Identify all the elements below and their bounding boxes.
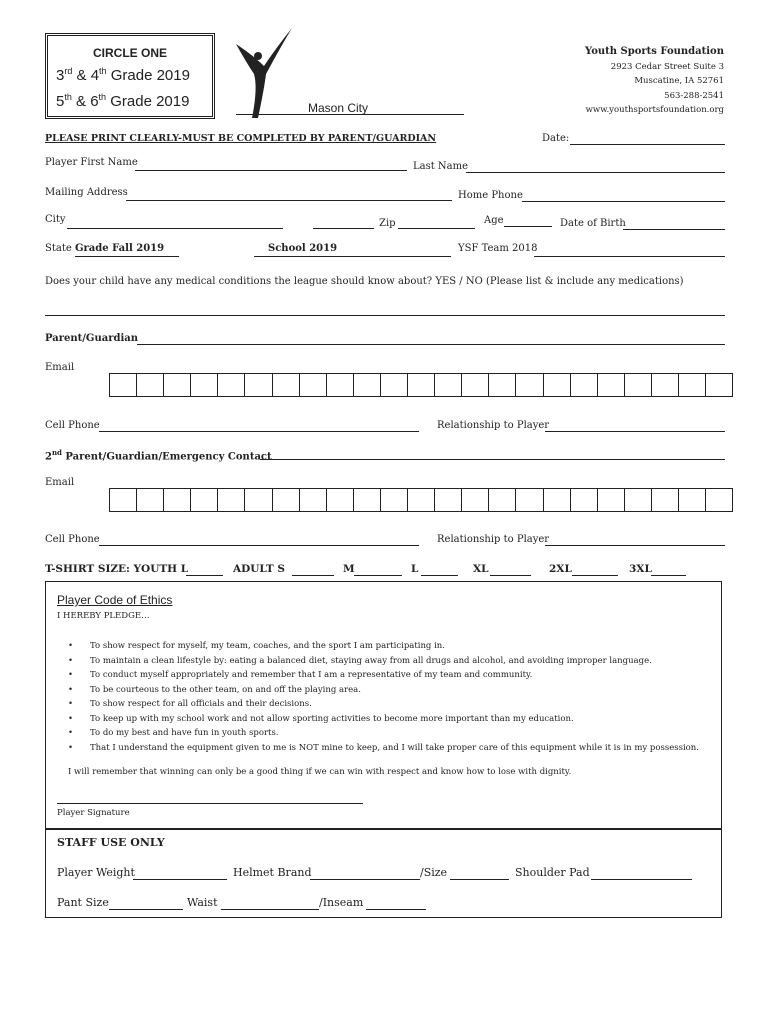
org-address: 2923 Cedar Street Suite 3 [610, 61, 724, 72]
tshirt-label: T-SHIRT SIZE: YOUTH L [45, 563, 189, 575]
mailing-address-label: Mailing Address [45, 187, 128, 198]
cell-phone-label-2: Cell Phone [45, 534, 100, 545]
age-field[interactable] [504, 226, 552, 227]
email-boxes-2[interactable] [109, 488, 733, 512]
school-field[interactable] [254, 256, 451, 257]
tshirt-2xl-field[interactable] [572, 575, 618, 576]
list-item: • That I understand the equipment given to me is NOT mine to keep, and I will take proper care of this equipment while it is in my possession. [68, 742, 699, 753]
age-label: Age [484, 215, 504, 226]
list-item: • To keep up with my school work and not allow sporting activities to become more important than my education. [68, 713, 574, 724]
relationship-label: Relationship to Player [437, 420, 550, 431]
tshirt-2xl-label: 2XL [549, 563, 572, 575]
list-item: • To do my best and have fun in youth sports. [68, 728, 279, 738]
pant-size-field[interactable] [109, 909, 183, 910]
inseam-field[interactable] [366, 909, 426, 910]
dob-label: Date of Birth [560, 218, 626, 229]
second-parent-label: 2nd Parent/Guardian/Emergency Contact [45, 448, 272, 463]
school-label: School 2019 [268, 243, 338, 254]
tshirt-adult-s-label: ADULT S [233, 563, 285, 575]
parent-label: Parent/Guardian [45, 333, 139, 344]
location-underline [236, 114, 464, 115]
org-info [585, 45, 724, 118]
relationship-field-2[interactable] [545, 545, 725, 546]
email-label: Email [45, 362, 75, 373]
staff-use-section [45, 828, 722, 918]
last-name-field[interactable] [466, 172, 725, 173]
home-phone-label: Home Phone [458, 190, 523, 201]
ysf-team-field[interactable] [534, 256, 725, 257]
org-city: Muscatine, IA 52761 [634, 76, 724, 86]
parent-field[interactable] [137, 344, 725, 345]
city-label: City [45, 214, 66, 225]
relationship-field[interactable] [545, 431, 725, 432]
player-weight-field[interactable] [133, 879, 227, 880]
circle-one-title: CIRCLE ONE [92, 46, 167, 60]
ysf-team-label: YSF Team 2018 [458, 243, 538, 254]
helmet-brand-label: Helmet Brand [233, 866, 312, 879]
tshirt-youth-l-field[interactable] [186, 575, 223, 576]
player-signature-label: Player Signature [57, 808, 130, 818]
grade-selection-box [45, 33, 215, 119]
pant-size-label: Pant Size [57, 896, 109, 909]
staff-title: STAFF USE ONLY [57, 836, 165, 849]
tshirt-l-label: L [411, 563, 419, 575]
date-label: Date: [542, 133, 570, 144]
last-name-label: Last Name [413, 161, 469, 172]
email-boxes-1[interactable] [109, 373, 733, 397]
dob-field[interactable] [623, 229, 725, 230]
waist-field[interactable] [221, 909, 319, 910]
tshirt-xl-label: XL [473, 563, 489, 575]
list-item: • To conduct myself appropriately and remember that I am a representative of my team and community. [68, 670, 533, 680]
grade-option-5-6[interactable]: 5th & 6th Grade 2019 [56, 92, 190, 110]
instructions: PLEASE PRINT CLEARLY-MUST BE COMPLETED BY PARENT/GUARDIAN [45, 133, 437, 144]
cell-phone-field[interactable] [99, 431, 419, 432]
home-phone-field[interactable] [522, 201, 725, 202]
tshirt-3xl-label: 3XL [629, 563, 652, 575]
tshirt-m-label: M [343, 563, 355, 575]
cell-phone-label: Cell Phone [45, 420, 100, 431]
zip-field[interactable] [398, 228, 475, 229]
location-name: Mason City [308, 101, 369, 115]
tshirt-xl-field[interactable] [490, 575, 531, 576]
tshirt-l-field[interactable] [421, 575, 458, 576]
grade-fall-label: Grade Fall 2019 [75, 243, 165, 254]
mailing-address-field[interactable] [126, 200, 452, 201]
email-label-2: Email [45, 477, 75, 488]
waist-label: Waist [187, 896, 218, 909]
ethics-pledge: I HEREBY PLEDGE… [57, 611, 150, 621]
zip-label: Zip [379, 218, 396, 229]
list-item: • To maintain a clean lifestyle by: eating a balanced diet, staying away from all drugs and alcohol, and avoiding improper language. [68, 655, 652, 666]
inseam-label: /Inseam [319, 896, 364, 909]
date-field[interactable] [570, 144, 725, 145]
tshirt-adult-s-field[interactable] [292, 575, 334, 576]
cell-phone-field-2[interactable] [99, 545, 419, 546]
medical-question: Does your child have any medical conditions the league should know about? YES / NO (Please list & include any medications) [45, 276, 684, 287]
grade-fall-field[interactable] [75, 256, 179, 257]
helmet-size-field[interactable] [450, 879, 509, 880]
list-item: • To show respect for all officials and their decisions. [68, 699, 312, 709]
player-signature-field[interactable] [57, 803, 363, 804]
first-name-field[interactable] [135, 170, 407, 171]
list-item: • To show respect for myself, my team, coaches, and the sport I am participating in. [68, 641, 445, 651]
second-parent-field[interactable] [260, 459, 725, 460]
ethics-title: Player Code of Ethics [57, 593, 173, 607]
player-weight-label: Player Weight [57, 866, 135, 879]
medical-field[interactable] [45, 315, 725, 316]
org-name: Youth Sports Foundation [584, 46, 724, 57]
code-of-ethics-section [45, 581, 722, 829]
shoulder-pad-label: Shoulder Pad [515, 866, 590, 879]
relationship-label-2: Relationship to Player [437, 534, 550, 545]
tshirt-3xl-field[interactable] [651, 575, 686, 576]
grade-option-3-4[interactable]: 3rd & 4th Grade 2019 [56, 66, 190, 84]
helmet-brand-field[interactable] [310, 879, 420, 880]
ethics-closing: I will remember that winning can only be a good thing if we can win with respect and know how to lose with dignity. [68, 767, 572, 777]
org-phone: 563-288-2541 [664, 90, 724, 101]
org-website: www.youthsportsfoundation.org [585, 105, 724, 115]
ysf-logo [228, 26, 298, 122]
state-abbrev-field[interactable] [313, 228, 374, 229]
city-field[interactable] [67, 228, 283, 229]
shoulder-pad-field[interactable] [591, 879, 692, 880]
list-item: • To be courteous to the other team, on and off the playing area. [68, 684, 361, 695]
tshirt-m-field[interactable] [354, 575, 402, 576]
state-label: State [45, 243, 72, 254]
first-name-label: Player First Name [45, 157, 138, 168]
ethics-list [68, 639, 699, 755]
helmet-size-label: /Size [420, 866, 448, 879]
